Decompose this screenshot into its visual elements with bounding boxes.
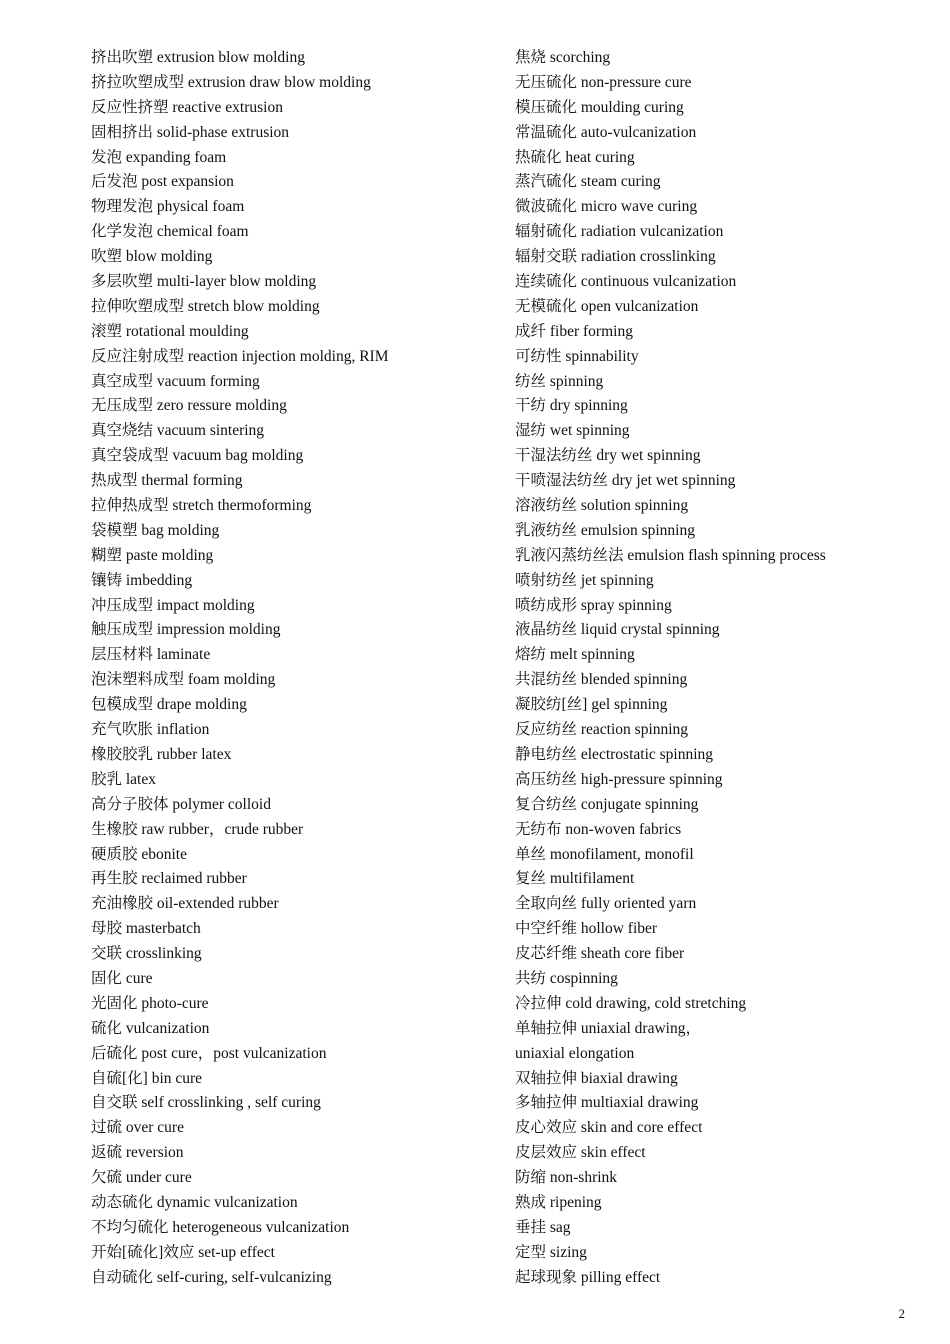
glossary-entry: 滚塑 rotational moulding xyxy=(91,322,249,340)
glossary-entry: 共混纺丝 blended spinning xyxy=(515,671,688,689)
glossary-entry: 干纺 dry spinning xyxy=(515,397,628,415)
glossary-entry: 橡胶胶乳 rubber latex xyxy=(91,745,232,763)
glossary-entry: 可纺性 spinnability xyxy=(515,347,639,365)
glossary-entry: 后硫化 post cure，post vulcanization xyxy=(91,1044,327,1062)
glossary-entry: 挤拉吹塑成型 extrusion draw blow molding xyxy=(91,73,371,91)
glossary-entry: 真空烧结 vacuum sintering xyxy=(91,422,265,440)
glossary-entry: 湿纺 wet spinning xyxy=(515,422,630,440)
glossary-entry: 反应纺丝 reaction spinning xyxy=(515,721,689,739)
glossary-entry: 生橡胶 raw rubber，crude rubber xyxy=(91,820,304,838)
glossary-entry: 起球现象 pilling effect xyxy=(515,1268,661,1286)
glossary-entry: 母胶 masterbatch xyxy=(91,920,201,938)
glossary-entry: 冷拉伸 cold drawing, cold stretching xyxy=(515,994,747,1012)
glossary-entry: 纺丝 spinning xyxy=(515,372,604,390)
glossary-entry: 无压硫化 non-pressure cure xyxy=(515,73,692,91)
glossary-entry: 无纺布 non-woven fabrics xyxy=(515,820,682,838)
glossary-entry: 包模成型 drape molding xyxy=(91,696,247,714)
glossary-entry: 垂挂 sag xyxy=(515,1218,571,1236)
glossary-entry: 拉伸吹塑成型 stretch blow molding xyxy=(91,297,320,315)
glossary-entry: 溶液纺丝 solution spinning xyxy=(515,497,689,515)
glossary-entry: 不均匀硫化 heterogeneous vulcanization xyxy=(91,1218,350,1236)
glossary-entry: 辐射硫化 radiation vulcanization xyxy=(515,223,724,241)
glossary-entry: 乳液闪蒸纺丝法 emulsion flash spinning process xyxy=(515,546,826,564)
glossary-entry: 反应性挤塑 reactive extrusion xyxy=(91,98,283,116)
glossary-entry: 复丝 multifilament xyxy=(515,870,635,888)
glossary-entry: 泡沫塑料成型 foam molding xyxy=(91,671,276,689)
glossary-entry: 干湿法纺丝 dry wet spinning xyxy=(515,447,701,465)
glossary-entry: 喷射纺丝 jet spinning xyxy=(515,571,654,589)
glossary-entry: 自动硫化 self-curing, self-vulcanizing xyxy=(91,1268,332,1286)
glossary-entry: 液晶纺丝 liquid crystal spinning xyxy=(515,621,720,639)
glossary-entry: 动态硫化 dynamic vulcanization xyxy=(91,1193,298,1211)
glossary-entry: 单轴拉伸 uniaxial drawing， xyxy=(515,1019,701,1037)
glossary-entry: 充气吹胀 inflation xyxy=(91,721,210,739)
glossary-entry: 静电纺丝 electrostatic spinning xyxy=(515,745,714,763)
glossary-entry: 常温硫化 auto-vulcanization xyxy=(515,123,697,141)
glossary-entry: 热硫化 heat curing xyxy=(515,148,635,166)
glossary-entry: 返硫 reversion xyxy=(91,1144,184,1162)
glossary-entry: 模压硫化 moulding curing xyxy=(515,98,684,116)
glossary-entry: 物理发泡 physical foam xyxy=(91,198,245,216)
glossary-entry: 全取向丝 fully oriented yarn xyxy=(515,895,697,913)
glossary-entry: 糊塑 paste molding xyxy=(91,546,214,564)
glossary-entry: 固化 cure xyxy=(91,969,153,987)
glossary-entry: uniaxial elongation xyxy=(515,1044,635,1062)
glossary-entry: 蒸汽硫化 steam curing xyxy=(515,173,661,191)
glossary-entry: 开始[硫化]效应 set-up effect xyxy=(91,1243,275,1261)
glossary-entry: 吹塑 blow molding xyxy=(91,248,213,266)
glossary-entry: 过硫 over cure xyxy=(91,1119,184,1137)
glossary-entry: 皮心效应 skin and core effect xyxy=(515,1119,703,1137)
glossary-entry: 胶乳 latex xyxy=(91,770,156,788)
glossary-entry: 双轴拉伸 biaxial drawing xyxy=(515,1069,678,1087)
glossary-entry: 定型 sizing xyxy=(515,1243,587,1261)
glossary-entry: 后发泡 post expansion xyxy=(91,173,234,191)
glossary-entry: 微波硫化 micro wave curing xyxy=(515,198,698,216)
glossary-entry: 自硫[化] bin cure xyxy=(91,1069,203,1087)
glossary-entry: 多层吹塑 multi-layer blow molding xyxy=(91,273,317,291)
glossary-entry: 多轴拉伸 multiaxial drawing xyxy=(515,1094,699,1112)
glossary-entry: 真空袋成型 vacuum bag molding xyxy=(91,447,304,465)
glossary-entry: 拉伸热成型 stretch thermoforming xyxy=(91,497,312,515)
glossary-entry: 固相挤出 solid-phase extrusion xyxy=(91,123,290,141)
glossary-entry: 单丝 monofilament, monofil xyxy=(515,845,694,863)
glossary-entry: 熔纺 melt spinning xyxy=(515,646,635,664)
glossary-entry: 成纤 fiber forming xyxy=(515,322,633,340)
glossary-entry: 中空纤维 hollow fiber xyxy=(515,920,658,938)
glossary-entry: 乳液纺丝 emulsion spinning xyxy=(515,521,695,539)
glossary-entry: 袋模塑 bag molding xyxy=(91,521,220,539)
glossary-entry: 无压成型 zero ressure molding xyxy=(91,397,287,415)
glossary-entry: 充油橡胶 oil-extended rubber xyxy=(91,895,279,913)
glossary-entry: 挤出吹塑 extrusion blow molding xyxy=(91,49,305,66)
glossary-entry: 高压纺丝 high-pressure spinning xyxy=(515,770,723,788)
glossary-entry: 反应注射成型 reaction injection molding, RIM xyxy=(91,347,389,365)
glossary-entry: 触压成型 impression molding xyxy=(91,621,281,639)
glossary-entry: 熟成 ripening xyxy=(515,1193,602,1211)
glossary-entry: 无模硫化 open vulcanization xyxy=(515,297,699,315)
glossary-entry: 防缩 non-shrink xyxy=(515,1169,618,1187)
glossary-entry: 凝胶纺[丝] gel spinning xyxy=(515,696,668,714)
glossary-entry: 发泡 expanding foam xyxy=(91,148,227,166)
glossary-entry: 高分子胶体 polymer colloid xyxy=(91,795,271,813)
glossary-entry: 热成型 thermal forming xyxy=(91,472,243,490)
glossary-entry: 光固化 photo-cure xyxy=(91,994,209,1012)
glossary-entry: 层压材料 laminate xyxy=(91,646,211,664)
glossary-entry: 硬质胶 ebonite xyxy=(91,845,187,863)
glossary-entry: 皮层效应 skin effect xyxy=(515,1144,646,1162)
right-term-column xyxy=(515,46,935,1291)
glossary-entry: 欠硫 under cure xyxy=(91,1169,192,1187)
glossary-entry: 真空成型 vacuum forming xyxy=(91,372,260,390)
glossary-entry: 冲压成型 impact molding xyxy=(91,596,255,614)
glossary-entry: 共纺 cospinning xyxy=(515,969,618,987)
glossary-entry: 皮芯纤维 sheath core fiber xyxy=(515,945,685,963)
glossary-entry: 辐射交联 radiation crosslinking xyxy=(515,248,716,266)
glossary-entry: 再生胶 reclaimed rubber xyxy=(91,870,247,888)
glossary-entry: 复合纺丝 conjugate spinning xyxy=(515,795,699,813)
left-term-column xyxy=(91,46,491,1291)
glossary-entry: 焦烧 scorching xyxy=(515,49,611,66)
glossary-entry: 连续硫化 continuous vulcanization xyxy=(515,273,737,291)
glossary-entry: 干喷湿法纺丝 dry jet wet spinning xyxy=(515,472,736,490)
glossary-entry: 自交联 self crosslinking , self curing xyxy=(91,1094,321,1112)
page-number: 2 xyxy=(898,1306,905,1321)
glossary-entry: 硫化 vulcanization xyxy=(91,1019,210,1037)
glossary-entry: 化学发泡 chemical foam xyxy=(91,223,249,241)
glossary-entry: 喷纺成形 spray spinning xyxy=(515,596,672,614)
glossary-entry: 交联 crosslinking xyxy=(91,945,202,963)
glossary-entry: 镶铸 imbedding xyxy=(91,571,193,589)
